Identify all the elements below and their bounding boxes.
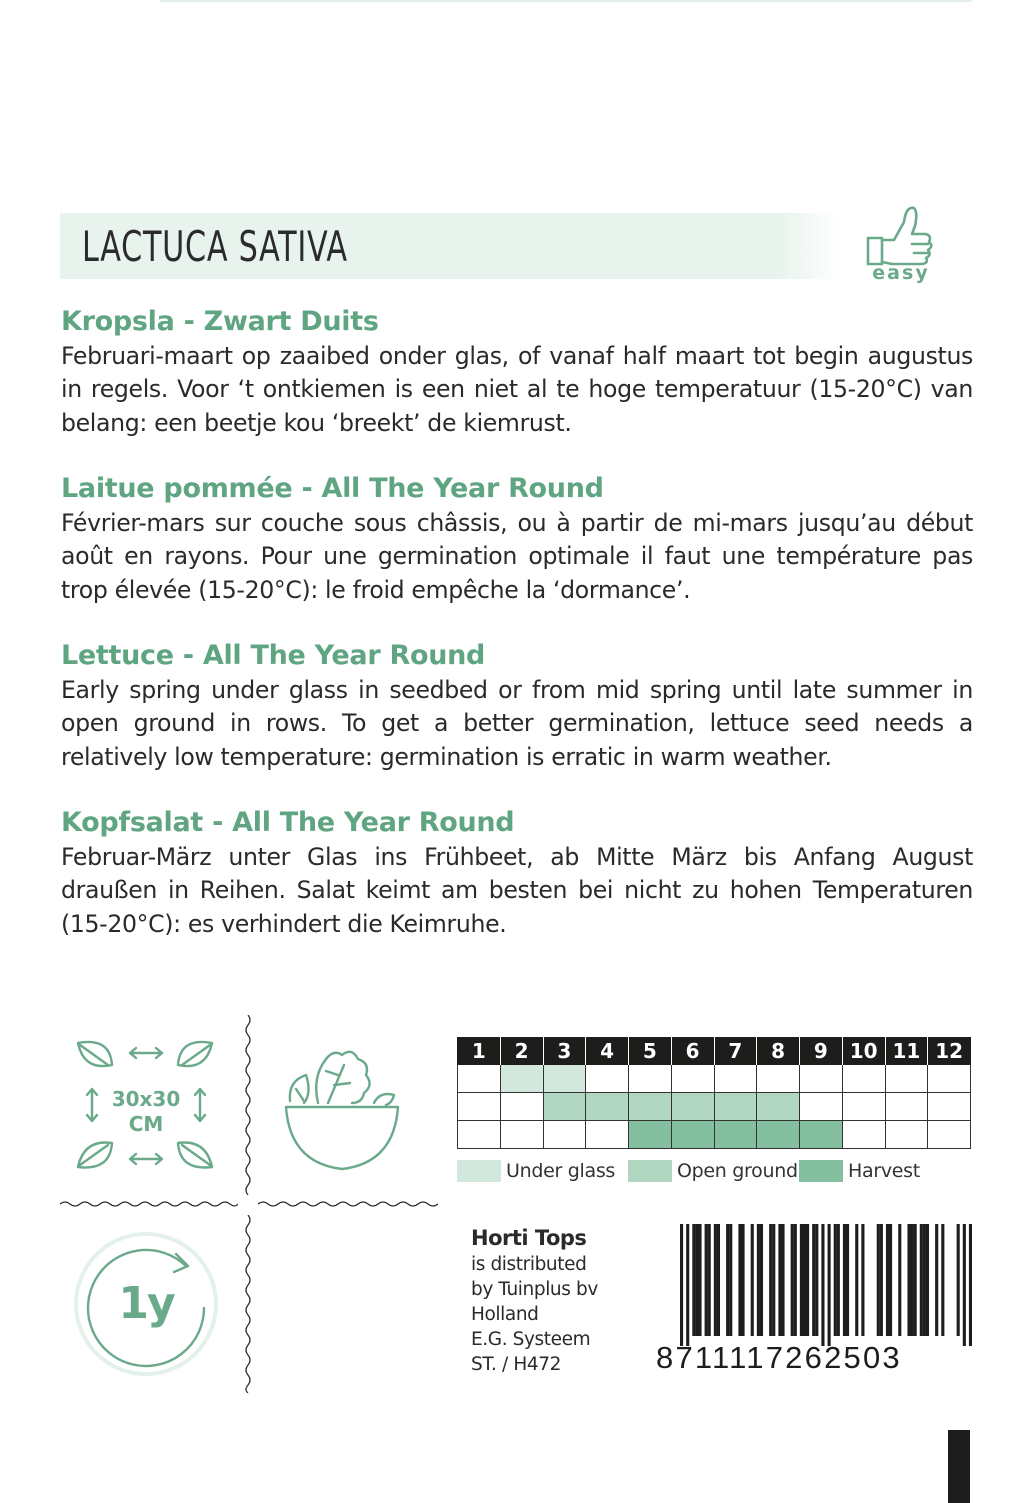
section-title: Kropsla - Zwart Duits: [61, 306, 379, 337]
barcode-bar: [751, 1224, 754, 1336]
calendar-cell: [756, 1093, 799, 1121]
barcode-bar: [834, 1224, 837, 1336]
month-header: 1: [457, 1037, 500, 1065]
month-header: 3: [543, 1037, 586, 1065]
section-text: Februar-März unter Glas ins Frühbeet, ab Mitte März bis Anfang August draußen in Reihen. Salat keimt am besten bei nicht zu hohen Temperaturen (15-20°C): es verhindert die Keimruhe.: [61, 843, 973, 938]
barcode-bar: [781, 1224, 784, 1336]
barcode-bar: [708, 1224, 711, 1336]
latin-name: LACTUCA SATIVA: [82, 222, 348, 271]
barcode-bar: [800, 1224, 803, 1336]
calendar-cell: [885, 1093, 928, 1121]
calendar-legend: [457, 1157, 977, 1185]
calendar-cell: [842, 1093, 885, 1121]
month-header: 2: [500, 1037, 543, 1065]
wavy-divider-horizontal: [60, 1199, 238, 1209]
calendar-cell: [585, 1065, 628, 1093]
plant-spacing-label: [104, 1087, 188, 1137]
calendar-cell: [714, 1065, 757, 1093]
barcode-bar: [794, 1224, 797, 1336]
wavy-divider-horizontal: [258, 1199, 438, 1209]
legend-item: [457, 1157, 615, 1185]
barcode-number: 8711117262503: [656, 1340, 902, 1375]
barcode-bar: [738, 1224, 741, 1336]
month-header: 9: [799, 1037, 842, 1065]
calendar-cell: [842, 1065, 885, 1093]
month-header: 6: [671, 1037, 714, 1065]
calendar-cell: [756, 1121, 799, 1149]
barcode-bar: [815, 1224, 818, 1336]
calendar-cell: [714, 1093, 757, 1121]
spacing-unit: CM: [128, 1112, 164, 1136]
calendar-cell: [628, 1093, 671, 1121]
legend-label: Harvest: [848, 1160, 920, 1182]
barcode-bar: [741, 1224, 744, 1336]
distributor-line: ST. / H472: [471, 1354, 561, 1375]
legend-item: [628, 1157, 798, 1185]
barcode-bar: [686, 1224, 689, 1346]
month-header: 7: [714, 1037, 757, 1065]
calendar-months-row: [457, 1037, 971, 1065]
barcode-bar: [861, 1224, 864, 1336]
barcode-bar: [760, 1224, 763, 1336]
barcode-bar: [923, 1224, 926, 1336]
section-title: Kopfsalat - All The Year Round: [61, 807, 515, 838]
barcode-bar: [957, 1224, 960, 1336]
barcode-bar: [843, 1224, 846, 1336]
barcode-bar: [769, 1224, 772, 1336]
difficulty-label: easy: [872, 262, 930, 284]
barcode-bar: [889, 1224, 892, 1336]
cut-mark: [948, 1430, 970, 1503]
distributor-line: is distributed: [471, 1254, 587, 1275]
calendar-cell: [842, 1121, 885, 1149]
barcode-bar: [757, 1224, 760, 1336]
calendar-cell: [885, 1065, 928, 1093]
calendar-cell: [543, 1065, 586, 1093]
barcode-bar: [935, 1224, 938, 1336]
calendar-cell: [628, 1121, 671, 1149]
section-text: Février-mars sur couche sous châssis, ou à partir de mi-mars jusqu’au début août en rayons. Pour une germination optimale il faut une température pas trop élevée (15-20°C): le froid empêche la ‘dormance’.: [61, 509, 973, 604]
section-english: [61, 638, 973, 774]
legend-label: Open ground: [677, 1160, 798, 1182]
barcode-bar: [726, 1224, 729, 1336]
barcode-bar: [692, 1224, 695, 1336]
calendar-cell: [671, 1065, 714, 1093]
barcode-bar: [821, 1224, 824, 1346]
calendar-row: [457, 1065, 971, 1093]
section-dutch: [61, 304, 973, 440]
barcode-bar: [705, 1224, 708, 1336]
calendar-row: [457, 1121, 971, 1149]
month-header: 5: [628, 1037, 671, 1065]
barcode-bar: [898, 1224, 901, 1336]
barcode-bar: [778, 1224, 781, 1336]
barcode-bar: [837, 1224, 840, 1336]
month-header: 12: [927, 1037, 971, 1065]
barcode-bar: [698, 1224, 701, 1336]
salad-bowl-icon: [282, 1045, 402, 1185]
month-header: 8: [756, 1037, 799, 1065]
calendar-cell: [927, 1065, 971, 1093]
legend-item: [799, 1157, 920, 1185]
section-french: [61, 471, 973, 607]
calendar-row: [457, 1093, 971, 1121]
barcode-bar: [907, 1224, 910, 1336]
section-text: Februari-maart op zaaibed onder glas, of vanaf half maart tot begin augustus in regels. Voor ‘t ontkiemen is een niet al te hoge temperatuur (15-20°C) van belang: een beetje kou ‘breekt’ de kiemrust.: [61, 342, 973, 437]
barcode-bar: [926, 1224, 929, 1336]
calendar-cell: [543, 1121, 586, 1149]
top-rule: [160, 0, 972, 2]
month-header: 10: [842, 1037, 885, 1065]
barcode-bar: [803, 1224, 806, 1336]
month-header: 4: [585, 1037, 628, 1065]
legend-swatch: [799, 1160, 843, 1182]
legend-swatch: [457, 1160, 501, 1182]
spacing-value: 30x30: [111, 1087, 181, 1111]
section-text: Early spring under glass in seedbed or from mid spring until late summer in open ground in rows. To get a better germination, lettuce seed needs a relatively low temperature: germination is erratic in warm weather.: [61, 676, 973, 771]
calendar-cell: [457, 1065, 500, 1093]
calendar-cell: [756, 1065, 799, 1093]
section-title: Laitue pommée - All The Year Round: [61, 473, 604, 504]
barcode-bar: [963, 1224, 966, 1346]
calendar-cell: [927, 1121, 971, 1149]
distributor-line: Holland: [471, 1304, 539, 1325]
section-title: Lettuce - All The Year Round: [61, 640, 486, 671]
legend-swatch: [628, 1160, 672, 1182]
barcode-bar: [911, 1224, 914, 1336]
calendar-cell: [799, 1121, 842, 1149]
month-header: 11: [885, 1037, 928, 1065]
calendar-cell: [457, 1093, 500, 1121]
barcode-bar: [806, 1224, 809, 1336]
calendar-cell: [500, 1121, 543, 1149]
barcode-bar: [941, 1224, 944, 1336]
barcode: [680, 1224, 972, 1346]
barcode-bar: [680, 1224, 683, 1346]
calendar-cell: [543, 1093, 586, 1121]
barcode-bar: [828, 1224, 831, 1346]
barcode-bar: [969, 1224, 972, 1346]
calendar-body: [457, 1065, 971, 1149]
wavy-divider-vertical: [243, 1215, 253, 1393]
sowing-calendar: [457, 1037, 971, 1149]
barcode-bar: [695, 1224, 698, 1336]
barcode-bar: [914, 1224, 917, 1336]
calendar-cell: [671, 1093, 714, 1121]
barcode-bar: [791, 1224, 794, 1336]
calendar-cell: [885, 1121, 928, 1149]
barcode-bar: [717, 1224, 720, 1336]
section-german: [61, 805, 973, 941]
life-cycle-label: 1y: [118, 1278, 174, 1329]
barcode-bar: [812, 1224, 815, 1336]
barcode-bar: [846, 1224, 849, 1336]
barcode-bar: [920, 1224, 923, 1336]
distributor-line: by Tuinplus bv: [471, 1279, 598, 1300]
barcode-bar: [729, 1224, 732, 1336]
distributor-line: E.G. Systeem: [471, 1329, 591, 1350]
calendar-cell: [799, 1093, 842, 1121]
calendar-cell: [628, 1065, 671, 1093]
barcode-bar: [880, 1224, 883, 1336]
distributor-info: [471, 1224, 661, 1377]
barcode-bar: [886, 1224, 889, 1336]
barcode-bar: [855, 1224, 858, 1336]
calendar-cell: [927, 1093, 971, 1121]
barcode-bar: [714, 1224, 717, 1336]
calendar-cell: [799, 1065, 842, 1093]
calendar-cell: [585, 1121, 628, 1149]
calendar-cell: [585, 1093, 628, 1121]
calendar-cell: [714, 1121, 757, 1149]
calendar-cell: [500, 1065, 543, 1093]
legend-label: Under glass: [506, 1160, 616, 1182]
calendar-cell: [671, 1121, 714, 1149]
barcode-bar: [772, 1224, 775, 1336]
calendar-cell: [500, 1093, 543, 1121]
calendar-cell: [457, 1121, 500, 1149]
wavy-divider-vertical: [243, 1015, 253, 1195]
distributor-name: Horti Tops: [471, 1226, 587, 1250]
barcode-bar: [877, 1224, 880, 1336]
